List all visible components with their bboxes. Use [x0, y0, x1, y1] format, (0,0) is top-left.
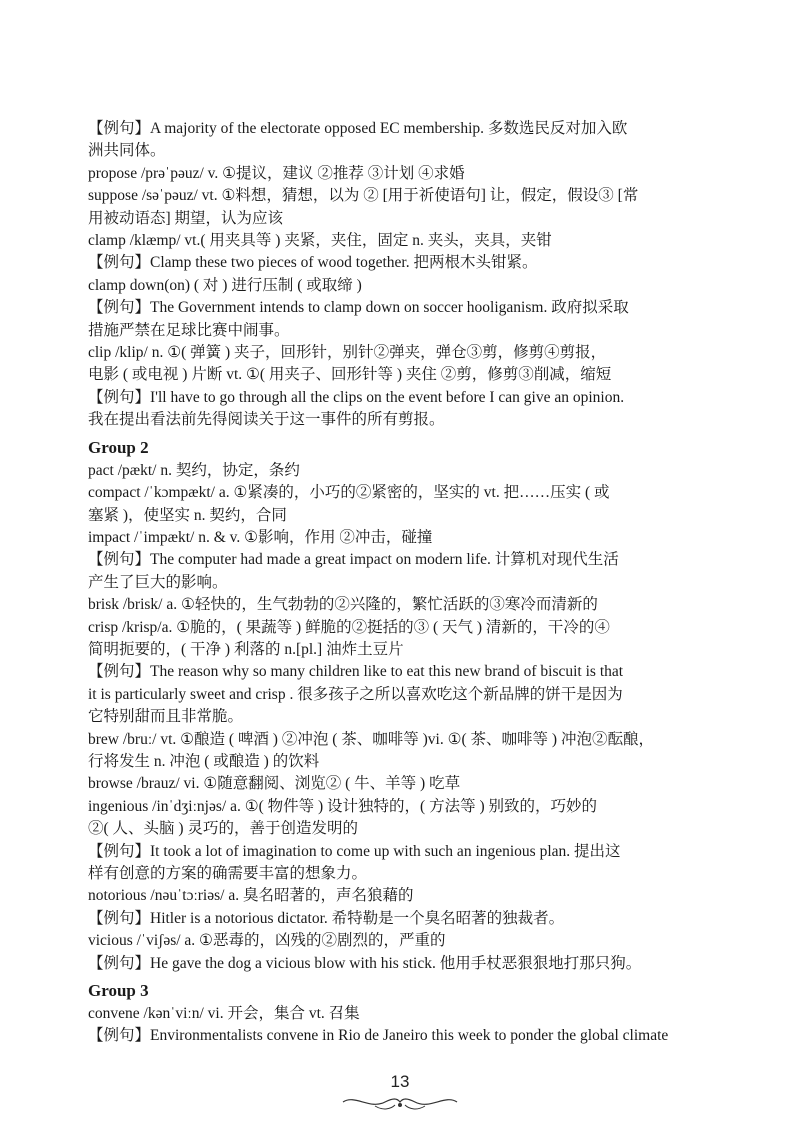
group-heading: Group 2 — [88, 437, 149, 457]
text-line: 洲共同体。 — [88, 142, 166, 160]
entry-pact: pact /pækt/ n. 契约，协定，条约 — [88, 461, 300, 479]
page-number: 13 — [390, 1072, 410, 1091]
text-line: 产生了巨大的影响。 — [88, 573, 228, 591]
entry-notorious: notorious /nəuˈtɔːriəs/ a. 臭名昭著的，声名狼藉的 — [88, 887, 414, 905]
text-line: ②( 人、头脑 ) 灵巧的，善于创造发明的 — [88, 820, 358, 838]
entry-convene: convene /kənˈviːn/ vi. 开会，集合 vt. 召集 — [88, 1005, 360, 1023]
text-line: it is particularly sweet and crisp . 很多孩子之所以喜欢吃这个新品牌的饼干是因为 — [88, 685, 623, 703]
entry-brisk: brisk /brisk/ a. ①轻快的，生气勃勃的②兴隆的，繁忙活跃的③寒冷而清新的 — [88, 596, 598, 614]
example-sentence: 【例句】I'll have to go through all the clips on the event before I can give an opinion. — [88, 388, 625, 406]
entry-impact: impact /ˈimpækt/ n. & v. ①影响，作用 ②冲击，碰撞 — [88, 528, 433, 546]
ornament-icon — [335, 1092, 465, 1112]
example-sentence: 【例句】Environmentalists convene in Rio de Janeiro this week to ponder the global climate — [88, 1027, 669, 1045]
text-line: 我在提出看法前先得阅读关于这一事件的所有剪报。 — [88, 411, 445, 429]
page-footer — [0, 1072, 800, 1112]
text-line: 电影 ( 或电视 ) 片断 vt. ①( 用夹子、回形针等 ) 夹住 ②剪，修剪③削减，缩短 — [88, 366, 612, 384]
text-line: 措施严禁在足球比赛中闹事。 — [88, 321, 290, 339]
text-line: 用被动语态] 期望，认为应该 — [88, 209, 284, 227]
example-sentence: 【例句】He gave the dog a vicious blow with his stick. 他用手杖恶狠狠地打那只狗。 — [88, 954, 642, 972]
example-sentence: 【例句】It took a lot of imagination to come up with such an ingenious plan. 提出这 — [88, 842, 621, 860]
entry-clamp: clamp /klæmp/ vt.( 用夹具等 ) 夹紧，夹住，固定 n. 夹头，夹具，夹钳 — [88, 232, 552, 250]
entry-browse: browse /brauz/ vi. ①随意翻阅、浏览② ( 牛、羊等 ) 吃草 — [88, 775, 461, 793]
text-line: 简明扼要的，( 干净 ) 利落的 n.[pl.] 油炸土豆片 — [88, 640, 404, 658]
text-line: 塞紧 )，使坚实 n. 契约，合同 — [88, 506, 287, 524]
dictionary-page — [88, 118, 712, 1048]
entry-suppose: suppose /səˈpəuz/ vt. ①料想，猜想，以为 ② [用于祈使语句] 让，假定，假设③ [常 — [88, 187, 639, 205]
example-sentence: 【例句】The Government intends to clamp down on soccer hooliganism. 政府拟采取 — [88, 299, 629, 317]
entry-propose: propose /prəˈpəuz/ v. ①提议，建议 ②推荐 ③计划 ④求婚 — [88, 164, 465, 182]
example-sentence: 【例句】Hitler is a notorious dictator. 希特勒是一个臭名昭著的独裁者。 — [88, 909, 565, 927]
entry-compact: compact /ˈkɔmpækt/ a. ①紧凑的，小巧的②紧密的，坚实的 vt. 把……压实 ( 或 — [88, 484, 610, 502]
entry-clamp-down: clamp down(on) ( 对 ) 进行压制 ( 或取缔 ) — [88, 276, 362, 294]
entry-crisp: crisp /krisp/a. ①脆的，( 果蔬等 ) 鲜脆的②挺括的③ ( 天气 ) 清新的，干冷的④ — [88, 618, 610, 636]
example-sentence: 【例句】The reason why so many children like to eat this new brand of biscuit is that — [88, 663, 624, 681]
text-line: 【例句】A majority of the electorate opposed EC membership. 多数选民反对加入欧 — [88, 120, 628, 137]
group-heading: Group 3 — [88, 981, 149, 1001]
entry-clip: clip /klip/ n. ①( 弹簧 ) 夹子，回形针，别针②弹夹，弹仓③剪，修剪④剪报， — [88, 344, 607, 362]
text-line: 行将发生 n. 冲泡 ( 或酿造 ) 的饮料 — [88, 752, 320, 770]
entry-brew: brew /bruː/ vt. ①酿造 ( 啤酒 ) ②冲泡 ( 茶、咖啡等 )vi. ①( 茶、咖啡等 ) 冲泡②酝酿， — [88, 730, 654, 748]
text-line: 它特别甜而且非常脆。 — [88, 708, 244, 726]
example-sentence: 【例句】The computer had made a great impact on modern life. 计算机对现代生活 — [88, 551, 619, 569]
example-sentence: 【例句】Clamp these two pieces of wood together. 把两根木头钳紧。 — [88, 254, 538, 272]
entry-ingenious: ingenious /inˈdʒiːnjəs/ a. ①( 物件等 ) 设计独特的，( 方法等 ) 别致的，巧妙的 — [88, 797, 597, 815]
entry-vicious: vicious /ˈviʃəs/ a. ①恶毒的，凶残的②剧烈的，严重的 — [88, 932, 446, 950]
text-line: 样有创意的方案的确需要丰富的想象力。 — [88, 865, 368, 882]
